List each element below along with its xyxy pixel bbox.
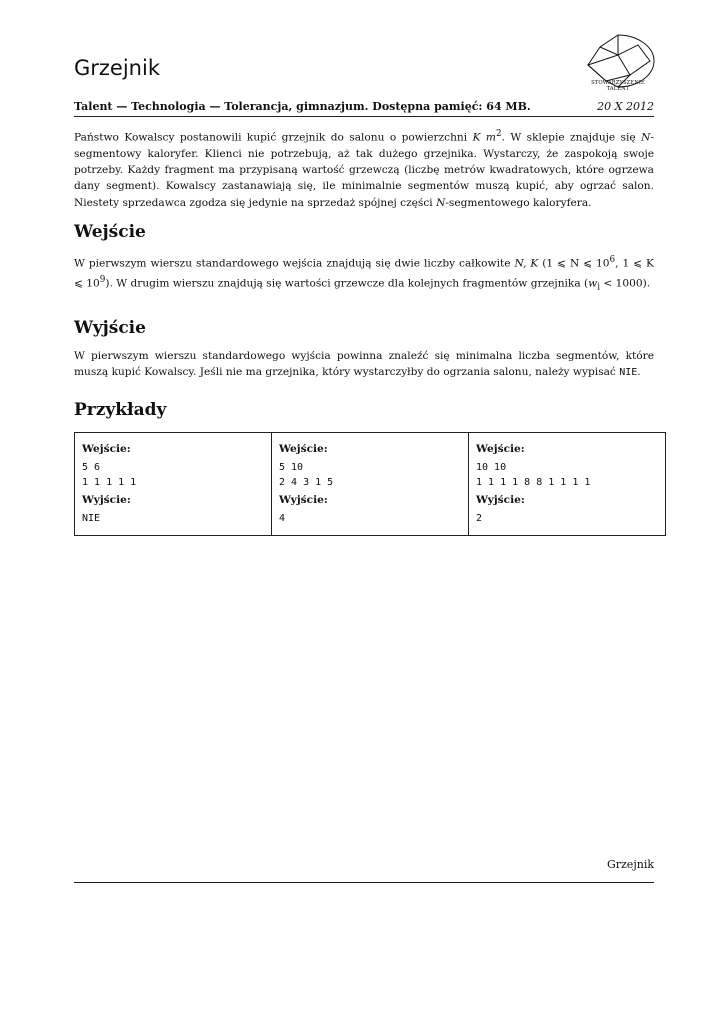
example-cell	[272, 433, 469, 535]
statement-text: Państwo Kowalscy postanowili kupić grzejnik do salonu o powierzchni	[74, 131, 473, 144]
math-sup: 2	[495, 129, 502, 139]
output-text: W pierwszym wierszu standardowego wyjścia powinna znaleźć się minimalna liczba segmentów, które muszą kupić Kowalscy. Jeśli nie ma grzejnika, który wystarczyłby do ogrzania salonu, należy wypisać	[74, 350, 654, 379]
math-sup: 6	[609, 255, 616, 265]
input-text: (1 ⩽ N ⩽ 10	[538, 257, 610, 270]
math-sup: 9	[99, 274, 106, 285]
example-input-label: Wejście:	[279, 443, 328, 455]
header-rule	[74, 116, 654, 117]
footer-title: Grzejnik	[606, 858, 654, 871]
statement-text: -segmentowy kaloryfer. Klienci nie potrzebują, aż tak dużego grzejnika. Wystarczy, że zaspokoją swoje potrzeby. Każdy fragment ma przypisaną wartość grzewczą (liczbę metrów kwadratowych, które ogrzewa dany segment). Kowalscy zastanawiają się, ile minimalnie segmentów muszą kupić, aby ogrzać salon. Niestety sprzedawca zgodza się jedynie na sprzedaż spójnej części	[74, 131, 654, 209]
logo-text	[580, 80, 656, 92]
examples-table	[74, 432, 666, 536]
math-sub: i	[597, 282, 601, 293]
logo-text-line1: STOWARZYSZENIE	[591, 80, 645, 86]
math-n: N	[641, 131, 651, 144]
input-text: , 1 ⩽ K ⩽ 10	[74, 257, 654, 290]
example-output-label: Wyjście:	[476, 494, 525, 506]
output-paragraph	[74, 348, 654, 382]
footer-rule	[74, 882, 654, 883]
input-paragraph	[74, 252, 654, 296]
logo-text-line2: TALENT	[606, 86, 630, 92]
statement-paragraph	[74, 126, 654, 211]
example-output: 4	[279, 513, 286, 524]
example-input-label: Wejście:	[82, 443, 131, 455]
input-text: < 1000).	[600, 277, 651, 290]
math-area: K m	[472, 131, 496, 144]
meta-line	[74, 100, 654, 116]
input-text: W pierwszym wierszu standardowego wejścia znajdują się dwie liczby całkowite	[74, 257, 515, 270]
example-output: NIE	[82, 513, 101, 524]
meta-text: Talent — Technologia — Tolerancja, gimnazjum. Dostępna pamięć: 64 MB.	[74, 100, 531, 113]
example-cell	[469, 433, 665, 535]
example-input: 10 10 1 1 1 1 8 8 1 1 1 1	[476, 462, 591, 488]
examples-heading: Przykłady	[74, 400, 167, 420]
example-output-label: Wyjście:	[82, 494, 131, 506]
page-title: Grzejnik	[74, 56, 160, 80]
output-text: .	[637, 366, 641, 379]
example-input-label: Wejście:	[476, 443, 525, 455]
example-input: 5 6 1 1 1 1 1	[82, 462, 137, 488]
output-code: NIE	[619, 367, 638, 379]
statement-text: -segmentowego kaloryfera.	[445, 196, 592, 209]
example-output: 2	[476, 513, 483, 524]
example-cell	[75, 433, 272, 535]
input-text: ). W drugim wierszu znajdują się wartości grzewcze dla kolejnych fragmentów grzejnika (	[105, 277, 589, 290]
output-heading: Wyjście	[74, 318, 146, 338]
statement-text: . W sklepie znajduje się	[501, 131, 642, 144]
math-nk: N, K	[514, 257, 539, 270]
example-input: 5 10 2 4 3 1 5	[279, 462, 334, 488]
math-n: N	[436, 196, 446, 209]
example-output-label: Wyjście:	[279, 494, 328, 506]
input-heading: Wejście	[74, 222, 146, 242]
date: 20 X 2012	[597, 100, 654, 113]
math-w: w	[588, 277, 598, 290]
